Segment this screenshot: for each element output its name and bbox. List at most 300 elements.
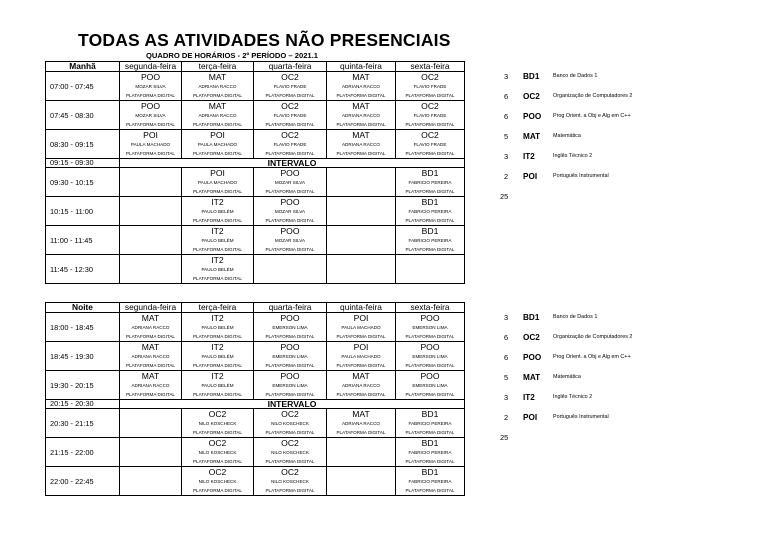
class-location: PLATAFORMA DIGITAL xyxy=(336,430,386,435)
class-cell xyxy=(396,371,465,400)
teacher-name: ADRIANA RACCO xyxy=(131,325,170,330)
class-cell xyxy=(327,409,396,438)
class-cell xyxy=(254,409,327,438)
legend-name: Organização de Computadores 2 xyxy=(553,93,633,99)
class-location: PLATAFORMA DIGITAL xyxy=(192,247,242,252)
subject-code: OC2 xyxy=(281,72,299,82)
subject-code: MAT xyxy=(352,371,370,381)
subject-code: POI xyxy=(353,342,369,352)
class-location: PLATAFORMA DIGITAL xyxy=(336,363,386,368)
subject-code: OC2 xyxy=(208,409,227,419)
class-location: PLATAFORMA DIGITAL xyxy=(336,151,386,156)
subject-code: IT2 xyxy=(211,197,224,207)
teacher-name: ADRIANA RACCO xyxy=(341,84,381,89)
teacher-name: FLAVIO FRADE xyxy=(413,113,447,118)
teacher-name: PAULO BELÉM xyxy=(201,209,234,214)
subject-code: MAT xyxy=(208,101,227,111)
class-location: PLATAFORMA DIGITAL xyxy=(192,430,242,435)
subject-code: OC2 xyxy=(281,438,299,448)
legend-name: Organização de Computadores 2 xyxy=(553,334,633,340)
class-location: PLATAFORMA DIGITAL xyxy=(405,247,455,252)
teacher-name: PAULO BELÉM xyxy=(201,383,234,388)
teacher-name: FABRICIO PEREIRA xyxy=(408,180,452,185)
subject-code: MAT xyxy=(352,409,370,419)
schedule-row xyxy=(46,130,465,159)
class-location: PLATAFORMA DIGITAL xyxy=(265,488,315,493)
subject-code: POO xyxy=(420,371,440,381)
break-time: 09:15 - 09:30 xyxy=(46,159,120,168)
teacher-name: ADRIANA RACCO xyxy=(198,113,237,118)
time-cell: 11:45 - 12:30 xyxy=(46,255,120,284)
class-cell xyxy=(254,342,327,371)
class-cell xyxy=(396,409,465,438)
class-location: PLATAFORMA DIGITAL xyxy=(192,276,242,281)
class-cell xyxy=(396,313,465,342)
class-location: PLATAFORMA DIGITAL xyxy=(265,459,315,464)
class-location: PLATAFORMA DIGITAL xyxy=(336,93,386,98)
teacher-name: EMERSON LIMA xyxy=(412,354,448,359)
subject-code: POO xyxy=(420,342,440,352)
teacher-name: PAULO BELÉM xyxy=(201,354,234,359)
subject-code: BD1 xyxy=(421,226,439,236)
class-cell xyxy=(120,101,182,130)
class-cell xyxy=(396,197,465,226)
teacher-name: EMERSON LIMA xyxy=(272,354,308,359)
class-location: PLATAFORMA DIGITAL xyxy=(265,430,315,435)
subject-code: BD1 xyxy=(421,467,439,477)
class-cell xyxy=(120,313,182,342)
subject-code: IT2 xyxy=(211,313,224,323)
subject-code: OC2 xyxy=(281,130,299,140)
class-cell xyxy=(254,197,327,226)
class-cell xyxy=(182,130,254,159)
class-location: PLATAFORMA DIGITAL xyxy=(192,93,242,98)
period-header: Noite xyxy=(46,303,120,313)
class-cell xyxy=(182,226,254,255)
time-cell: 19:30 - 20:15 xyxy=(46,371,120,400)
time-cell: 07:00 - 07:45 xyxy=(46,72,120,101)
class-cell xyxy=(254,255,327,284)
class-cell xyxy=(182,467,254,496)
teacher-name: NILO KOSCHECK xyxy=(198,450,237,455)
class-cell xyxy=(254,101,327,130)
subject-code: BD1 xyxy=(421,409,439,419)
schedule-row xyxy=(46,342,465,371)
subject-code: POO xyxy=(280,168,300,178)
class-cell xyxy=(396,226,465,255)
header-row xyxy=(46,62,465,72)
class-location: PLATAFORMA DIGITAL xyxy=(265,363,315,368)
class-location: PLATAFORMA DIGITAL xyxy=(125,392,175,397)
time-cell: 21:15 - 22:00 xyxy=(46,438,120,467)
legend-code: BD1 xyxy=(523,313,540,322)
class-location: PLATAFORMA DIGITAL xyxy=(192,334,242,339)
legend-name: Prog Orient. a Obj e Alg em C++ xyxy=(553,113,631,119)
class-cell xyxy=(182,197,254,226)
class-cell xyxy=(120,342,182,371)
class-cell xyxy=(396,168,465,197)
schedule-row xyxy=(46,101,465,130)
subject-code: IT2 xyxy=(211,226,224,236)
legend-total: 25 xyxy=(500,192,509,201)
legend-count: 3 xyxy=(504,393,509,402)
class-location: PLATAFORMA DIGITAL xyxy=(192,459,242,464)
schedule-row xyxy=(46,255,465,284)
teacher-name: ADRIANA RACCO xyxy=(341,142,381,147)
class-location: PLATAFORMA DIGITAL xyxy=(192,122,242,127)
legend-name: Português Instrumental xyxy=(553,173,609,179)
class-location: PLATAFORMA DIGITAL xyxy=(405,392,455,397)
class-cell xyxy=(396,101,465,130)
subject-code: MAT xyxy=(352,130,370,140)
class-cell xyxy=(120,130,182,159)
teacher-name: PAULA MACHADO xyxy=(197,180,238,185)
teacher-name: PAULO BELÉM xyxy=(201,238,234,243)
subject-code: IT2 xyxy=(211,342,224,352)
time-cell: 09:30 - 10:15 xyxy=(46,168,120,197)
class-cell xyxy=(327,438,396,467)
class-cell xyxy=(327,101,396,130)
time-cell: 08:30 - 09:15 xyxy=(46,130,120,159)
teacher-name: MOZAR SILVA xyxy=(135,84,166,89)
teacher-name: FLAVIO FRADE xyxy=(413,142,447,147)
class-location: PLATAFORMA DIGITAL xyxy=(405,488,455,493)
schedule-row xyxy=(46,313,465,342)
class-cell xyxy=(182,371,254,400)
class-cell xyxy=(327,130,396,159)
day-header: sexta-feira xyxy=(396,303,465,313)
class-location: PLATAFORMA DIGITAL xyxy=(405,151,455,156)
teacher-name: PAULA MACHADO xyxy=(341,325,381,330)
subject-code: BD1 xyxy=(421,438,439,448)
day-header: terça-feira xyxy=(182,303,254,313)
class-location: PLATAFORMA DIGITAL xyxy=(405,218,455,223)
legend-code: POO xyxy=(523,112,542,121)
teacher-name: PAULA MACHADO xyxy=(341,354,381,359)
subject-code: OC2 xyxy=(281,467,299,477)
class-location: PLATAFORMA DIGITAL xyxy=(336,334,386,339)
night-schedule-table xyxy=(45,302,465,496)
class-location: PLATAFORMA DIGITAL xyxy=(405,459,455,464)
break-row xyxy=(46,159,465,168)
day-header: segunda-feira xyxy=(120,62,182,72)
teacher-name: FLAVIO FRADE xyxy=(273,84,307,89)
class-location: PLATAFORMA DIGITAL xyxy=(125,334,175,339)
teacher-name: NILO KOSCHECK xyxy=(198,421,237,426)
class-cell xyxy=(120,255,182,284)
class-location: PLATAFORMA DIGITAL xyxy=(192,392,242,397)
class-cell xyxy=(254,72,327,101)
period-header: Manhã xyxy=(46,62,120,72)
legend-count: 3 xyxy=(504,72,509,81)
class-cell xyxy=(254,130,327,159)
time-cell: 11:00 - 11:45 xyxy=(46,226,120,255)
class-location: PLATAFORMA DIGITAL xyxy=(125,363,175,368)
schedule-row xyxy=(46,371,465,400)
class-cell xyxy=(396,130,465,159)
class-location: PLATAFORMA DIGITAL xyxy=(405,189,455,194)
class-location: PLATAFORMA DIGITAL xyxy=(192,189,242,194)
legend-count: 5 xyxy=(504,132,509,141)
subject-code: MAT xyxy=(352,101,370,111)
subject-code: MAT xyxy=(141,371,160,381)
class-cell xyxy=(327,342,396,371)
legend-name: Inglês Técnico 2 xyxy=(553,153,593,159)
day-header: terça-feira xyxy=(182,62,254,72)
class-cell xyxy=(396,467,465,496)
legend-count: 3 xyxy=(504,313,509,322)
class-cell xyxy=(182,409,254,438)
class-cell xyxy=(120,72,182,101)
class-cell xyxy=(182,255,254,284)
legend-count: 6 xyxy=(504,333,509,342)
teacher-name: NILO KOSCHECK xyxy=(198,479,237,484)
legend-code: OC2 xyxy=(523,92,540,101)
class-cell xyxy=(182,313,254,342)
teacher-name: ADRIANA RACCO xyxy=(198,84,237,89)
subject-code: POO xyxy=(280,313,300,323)
subject-code: MAT xyxy=(208,72,227,82)
class-location: PLATAFORMA DIGITAL xyxy=(265,218,315,223)
legend-count: 2 xyxy=(504,413,509,422)
class-cell xyxy=(327,72,396,101)
subject-code: POO xyxy=(280,342,300,352)
class-cell xyxy=(182,101,254,130)
class-cell xyxy=(120,226,182,255)
time-cell: 22:00 - 22:45 xyxy=(46,467,120,496)
legend-code: IT2 xyxy=(523,152,535,161)
subject-code: POO xyxy=(140,101,161,111)
subject-code: POO xyxy=(420,313,440,323)
subject-code: OC2 xyxy=(421,101,439,111)
legend-name: Matemática xyxy=(553,374,581,380)
teacher-name: ADRIANA RACCO xyxy=(341,113,381,118)
teacher-name: FABRICIO PEREIRA xyxy=(408,479,452,484)
class-cell xyxy=(182,72,254,101)
day-header: segunda-feira xyxy=(120,303,182,313)
class-cell xyxy=(327,197,396,226)
legend-count: 5 xyxy=(504,373,509,382)
class-cell xyxy=(396,438,465,467)
teacher-name: FLAVIO FRADE xyxy=(273,142,307,147)
subject-code: OC2 xyxy=(208,467,227,477)
legend-name: Prog Orient. a Obj e Alg em C++ xyxy=(553,354,631,360)
morning-schedule-table xyxy=(45,61,465,284)
subject-code: OC2 xyxy=(281,409,299,419)
teacher-name: EMERSON LIMA xyxy=(272,383,308,388)
class-location: PLATAFORMA DIGITAL xyxy=(125,93,175,98)
class-location: PLATAFORMA DIGITAL xyxy=(192,363,242,368)
legend-name: Banco de Dados 1 xyxy=(553,314,598,320)
teacher-name: ADRIANA RACCO xyxy=(341,421,381,426)
class-location: PLATAFORMA DIGITAL xyxy=(336,122,386,127)
break-time: 20:15 - 20:30 xyxy=(46,400,120,409)
break-row xyxy=(46,400,465,409)
class-location: PLATAFORMA DIGITAL xyxy=(336,392,386,397)
class-location: PLATAFORMA DIGITAL xyxy=(405,122,455,127)
legend-code: BD1 xyxy=(523,72,540,81)
subject-code: MAT xyxy=(352,72,370,82)
teacher-name: FABRICIO PEREIRA xyxy=(408,209,452,214)
teacher-name: NILO KOSCHECK xyxy=(271,450,309,455)
class-cell xyxy=(254,168,327,197)
subject-code: POI xyxy=(143,130,158,140)
teacher-name: ADRIANA RACCO xyxy=(341,383,381,388)
subject-code: OC2 xyxy=(208,438,227,448)
class-location: PLATAFORMA DIGITAL xyxy=(265,189,315,194)
class-cell xyxy=(182,438,254,467)
day-header: quarta-feira xyxy=(254,303,327,313)
class-location: PLATAFORMA DIGITAL xyxy=(265,122,315,127)
class-cell xyxy=(254,371,327,400)
legend-code: OC2 xyxy=(523,333,540,342)
legend-name: Banco de Dados 1 xyxy=(553,73,598,79)
teacher-name: EMERSON LIMA xyxy=(412,383,448,388)
legend-count: 6 xyxy=(504,92,509,101)
class-location: PLATAFORMA DIGITAL xyxy=(265,151,315,156)
teacher-name: MOZAR SILVA xyxy=(135,113,166,118)
teacher-name: EMERSON LIMA xyxy=(412,325,448,330)
subject-code: MAT xyxy=(141,313,160,323)
teacher-name: MOZAR SILVA xyxy=(274,238,306,243)
subject-code: IT2 xyxy=(211,255,224,265)
class-cell xyxy=(327,371,396,400)
day-header: quinta-feira xyxy=(327,303,396,313)
subject-code: POI xyxy=(210,130,225,140)
break-label: INTERVALO xyxy=(120,400,465,409)
teacher-name: FABRICIO PEREIRA xyxy=(408,450,452,455)
header-row xyxy=(46,303,465,313)
time-cell: 20:30 - 21:15 xyxy=(46,409,120,438)
schedule-row xyxy=(46,438,465,467)
class-cell xyxy=(396,255,465,284)
legend-count: 3 xyxy=(504,152,509,161)
schedule-row xyxy=(46,409,465,438)
class-cell xyxy=(327,255,396,284)
teacher-name: MOZAR SILVA xyxy=(274,209,306,214)
class-location: PLATAFORMA DIGITAL xyxy=(265,392,315,397)
class-cell xyxy=(120,467,182,496)
schedule-row xyxy=(46,467,465,496)
legend-code: POI xyxy=(523,413,538,422)
subject-code: OC2 xyxy=(421,130,439,140)
class-cell xyxy=(327,467,396,496)
class-cell xyxy=(120,197,182,226)
teacher-name: PAULO BELÉM xyxy=(201,267,234,272)
class-location: PLATAFORMA DIGITAL xyxy=(192,218,242,223)
schedule-row xyxy=(46,197,465,226)
class-cell xyxy=(182,168,254,197)
legend-total: 25 xyxy=(500,433,509,442)
day-header: sexta-feira xyxy=(396,62,465,72)
class-location: PLATAFORMA DIGITAL xyxy=(405,93,455,98)
teacher-name: PAULA MACHADO xyxy=(130,142,171,147)
class-location: PLATAFORMA DIGITAL xyxy=(265,247,315,252)
schedule-row xyxy=(46,226,465,255)
class-cell xyxy=(254,438,327,467)
legend-code: MAT xyxy=(523,132,541,141)
teacher-name: FLAVIO FRADE xyxy=(273,113,307,118)
class-location: PLATAFORMA DIGITAL xyxy=(125,122,175,127)
class-location: PLATAFORMA DIGITAL xyxy=(192,488,242,493)
class-cell xyxy=(120,371,182,400)
page-title: TODAS AS ATIVIDADES NÃO PRESENCIAIS xyxy=(78,30,451,50)
class-location: PLATAFORMA DIGITAL xyxy=(192,151,242,156)
page-subtitle: QUADRO DE HORÁRIOS - 2º PERÍODO – 2021.1 xyxy=(146,51,318,60)
legend-code: MAT xyxy=(523,373,541,382)
class-cell xyxy=(396,72,465,101)
legend-code: POI xyxy=(523,172,538,181)
subject-code: BD1 xyxy=(421,168,439,178)
time-cell: 10:15 - 11:00 xyxy=(46,197,120,226)
subject-code: POO xyxy=(280,371,300,381)
legend-name: Matemática xyxy=(553,133,581,139)
subject-code: MAT xyxy=(141,342,160,352)
teacher-name: PAULA MACHADO xyxy=(197,142,238,147)
day-header: quarta-feira xyxy=(254,62,327,72)
schedule-row xyxy=(46,72,465,101)
teacher-name: EMERSON LIMA xyxy=(272,325,308,330)
subject-code: POO xyxy=(140,72,161,82)
class-cell xyxy=(120,409,182,438)
class-location: PLATAFORMA DIGITAL xyxy=(405,430,455,435)
time-cell: 18:00 - 18:45 xyxy=(46,313,120,342)
class-cell xyxy=(120,438,182,467)
subject-code: POO xyxy=(280,197,300,207)
legend-name: Inglês Técnico 2 xyxy=(553,394,593,400)
teacher-name: PAULO BELÉM xyxy=(201,325,234,330)
subject-code: POI xyxy=(210,168,225,178)
legend-count: 6 xyxy=(504,353,509,362)
teacher-name: MOZAR SILVA xyxy=(274,180,306,185)
class-cell xyxy=(327,313,396,342)
subject-code: OC2 xyxy=(421,72,439,82)
class-cell xyxy=(327,226,396,255)
day-header: quinta-feira xyxy=(327,62,396,72)
class-cell xyxy=(254,467,327,496)
subject-code: BD1 xyxy=(421,197,439,207)
subject-code: OC2 xyxy=(281,101,299,111)
legend-count: 6 xyxy=(504,112,509,121)
class-cell xyxy=(327,168,396,197)
subject-code: POI xyxy=(353,313,369,323)
class-location: PLATAFORMA DIGITAL xyxy=(405,363,455,368)
teacher-name: NILO KOSCHECK xyxy=(271,421,309,426)
class-cell xyxy=(182,342,254,371)
class-cell xyxy=(254,313,327,342)
class-location: PLATAFORMA DIGITAL xyxy=(405,334,455,339)
legend-code: IT2 xyxy=(523,393,535,402)
teacher-name: FABRICIO PEREIRA xyxy=(408,421,452,426)
time-cell: 07:45 - 08:30 xyxy=(46,101,120,130)
class-location: PLATAFORMA DIGITAL xyxy=(125,151,175,156)
teacher-name: FABRICIO PEREIRA xyxy=(408,238,452,243)
schedule-row xyxy=(46,168,465,197)
class-cell xyxy=(396,342,465,371)
class-cell xyxy=(254,226,327,255)
class-location: PLATAFORMA DIGITAL xyxy=(265,334,315,339)
teacher-name: ADRIANA RACCO xyxy=(131,354,170,359)
break-label: INTERVALO xyxy=(120,159,465,168)
class-cell xyxy=(120,168,182,197)
legend-code: POO xyxy=(523,353,542,362)
teacher-name: FLAVIO FRADE xyxy=(413,84,447,89)
class-location: PLATAFORMA DIGITAL xyxy=(265,93,315,98)
legend-count: 2 xyxy=(504,172,509,181)
teacher-name: ADRIANA RACCO xyxy=(131,383,170,388)
legend-name: Português Instrumental xyxy=(553,414,609,420)
subject-code: IT2 xyxy=(211,371,224,381)
